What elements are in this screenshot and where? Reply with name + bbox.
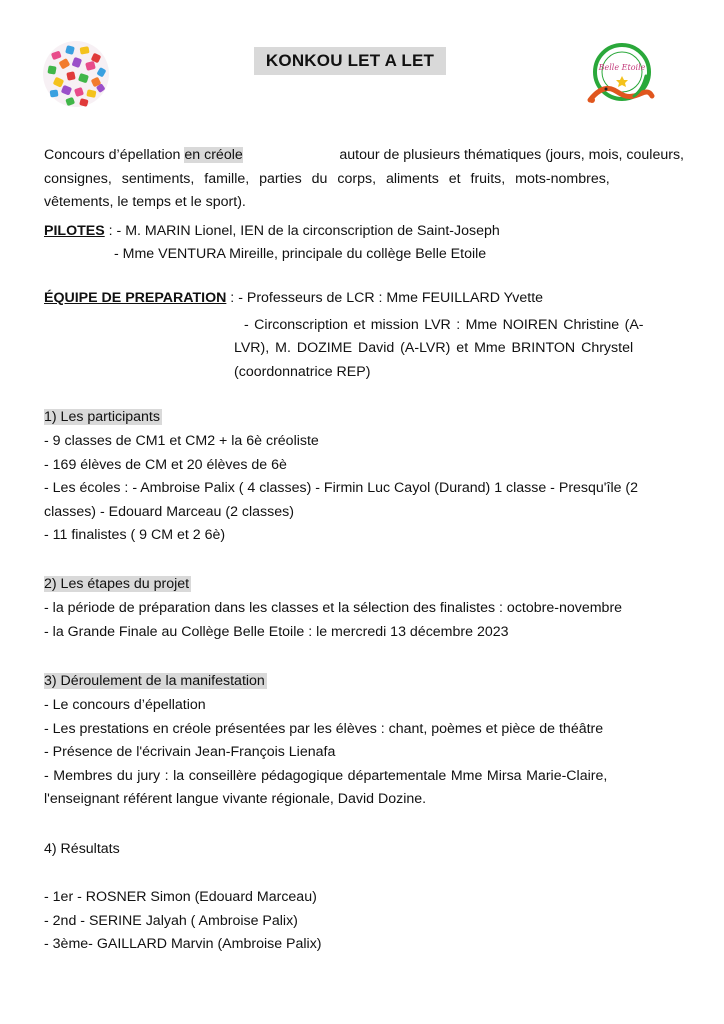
intro-paragraph xyxy=(44,144,684,215)
list-item: - Membres du jury : la conseillère pédagogique départementale Mme Mirsa Marie-Claire, xyxy=(44,767,608,784)
equipe-separator: : xyxy=(226,290,235,306)
section-2-heading xyxy=(44,573,191,597)
intro-text-start: Concours d’épellation xyxy=(44,147,185,163)
list-item: - Le concours d’épellation xyxy=(44,697,206,713)
list-item: - 9 classes de CM1 et CM2 + la 6è créoliste xyxy=(44,433,319,449)
equipe-cont xyxy=(234,337,682,384)
list-item: classes) - Edouard Marceau (2 classes) xyxy=(44,503,294,520)
result-item: - 2nd - SERINE Jalyah ( Ambroise Palix) xyxy=(44,912,298,929)
section-1-heading xyxy=(44,406,162,430)
intro-line-2: consignes, sentiments, famille, parties du corps, aliments et fruits, mots-nombres, xyxy=(44,170,610,187)
intro-text-rest: autour de plusieurs thématiques (jours, mois, couleurs, xyxy=(335,147,684,163)
logo-seal-text: Belle Etoile xyxy=(598,63,646,72)
list-item: l'enseignant référent langue vivante régionale, David Dozine. xyxy=(44,791,427,808)
equipe-line-1 xyxy=(44,287,543,311)
pilotes-line-1 xyxy=(44,220,500,244)
equipe-line-4: (coordonnatrice REP) xyxy=(234,363,371,380)
intro-line-1 xyxy=(44,144,684,168)
section-4-heading xyxy=(44,838,122,862)
list-item: - Les prestations en créole présentées par les élèves : chant, poèmes et pièce de théâtre xyxy=(44,720,604,737)
pilotes-separator: : xyxy=(104,223,117,239)
pilote-ventura: - Mme VENTURA Mireille, principale du collège Belle Etoile xyxy=(114,246,487,262)
section-4-heading-text: 4) Résultats xyxy=(44,841,120,857)
section-3-list xyxy=(44,694,684,812)
result-item: - 3ème- GAILLARD Marvin (Ambroise Palix) xyxy=(44,936,322,953)
list-item: - 11 finalistes ( 9 CM et 2 6è) xyxy=(44,527,226,544)
page-title: KONKOU LET A LET xyxy=(254,47,446,75)
section-1-heading-text: 1) Les participants xyxy=(44,409,160,425)
results-list xyxy=(44,886,684,957)
pilotes-label: PILOTES xyxy=(44,223,105,239)
equipe-line-3: LVR), M. DOZIME David (A-LVR) et Mme BRINTON Chrystel xyxy=(234,340,634,356)
list-item: - 169 élèves de CM et 20 élèves de 6è xyxy=(44,456,287,473)
equipe-professeurs: - Professeurs de LCR : Mme FEUILLARD Yvette xyxy=(234,290,544,306)
list-item: - la Grande Finale au Collège Belle Etoile : le mercredi 13 décembre 2023 xyxy=(44,623,509,640)
intro-highlight: en créole xyxy=(184,147,243,163)
section-2-list xyxy=(44,597,684,644)
list-item: - Les écoles : - Ambroise Palix ( 4 classes) - Firmin Luc Cayol (Durand) 1 classe - Presqu'île (2 xyxy=(44,480,639,497)
school-logo xyxy=(584,40,656,108)
colorful-letters-logo xyxy=(40,38,112,110)
equipe-label: ÉQUIPE DE PREPARATION xyxy=(44,290,227,306)
equipe-line-2: - Circonscription et mission LVR : Mme NOIREN Christine (A- xyxy=(244,317,644,333)
list-item: - la période de préparation dans les classes et la sélection des finalistes : octobre-novembre xyxy=(44,600,623,616)
result-item: - 1er - ROSNER Simon (Edouard Marceau) xyxy=(44,889,317,905)
list-item: - Présence de l'écrivain Jean-François Lienafa xyxy=(44,744,336,761)
section-3-heading xyxy=(44,670,267,694)
section-2-heading-text: 2) Les étapes du projet xyxy=(44,576,190,592)
pilote-marin: - M. MARIN Lionel, IEN de la circonscription de Saint-Joseph xyxy=(116,223,500,239)
section-1-list xyxy=(44,430,684,548)
section-3-heading-text: 3) Déroulement de la manifestation xyxy=(44,673,265,689)
intro-line-3: vêtements, le temps et le sport). xyxy=(44,194,246,211)
equipe-circonscription xyxy=(234,314,682,338)
